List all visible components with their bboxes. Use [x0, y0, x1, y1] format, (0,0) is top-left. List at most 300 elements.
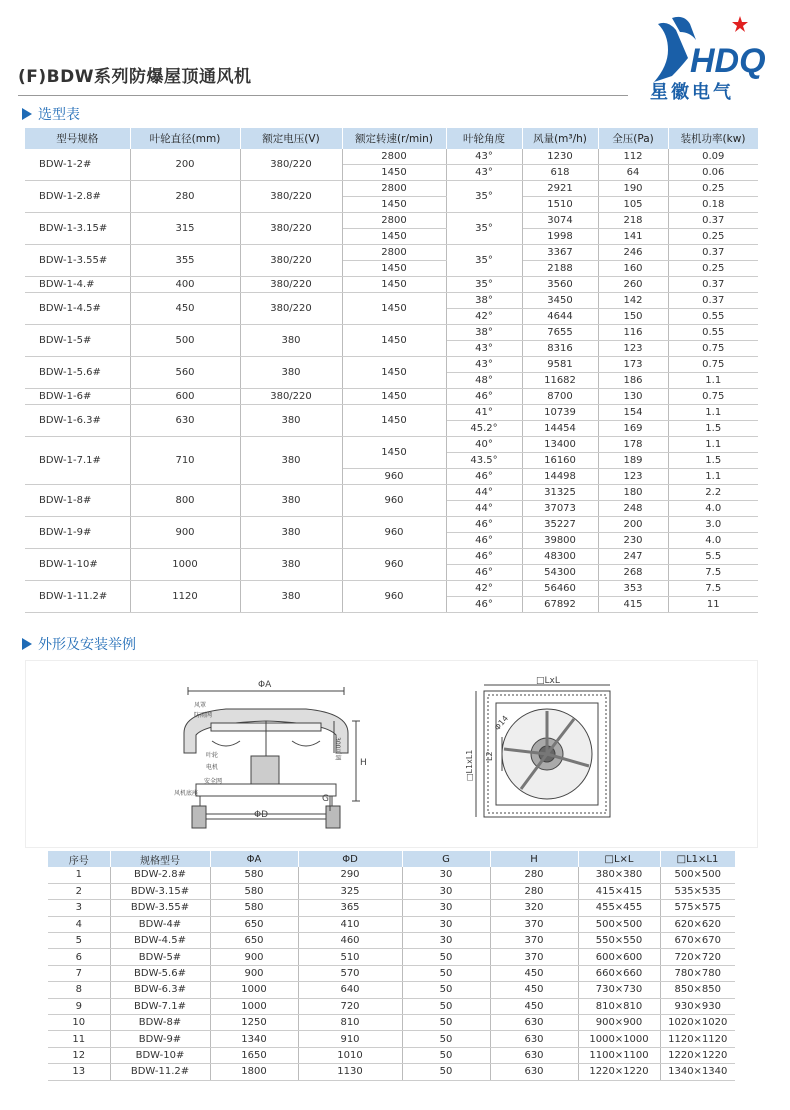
airflow-cell: 7655 [522, 325, 598, 341]
svg-text:H: H [360, 758, 367, 768]
power-cell: 1.1 [668, 437, 758, 453]
rpm-cell: 960 [342, 485, 446, 517]
diameter-cell: 280 [130, 181, 240, 213]
model-cell: BDW-1-5# [25, 325, 130, 357]
table-row [48, 883, 735, 899]
pressure-cell: 180 [598, 485, 668, 501]
table-cell: 730×730 [578, 982, 660, 998]
table-cell: 1130 [298, 1064, 402, 1080]
table-cell: 6 [48, 949, 110, 965]
pressure-cell: 189 [598, 453, 668, 469]
table-cell: 500×500 [578, 916, 660, 932]
angle-cell: 43° [446, 341, 522, 357]
power-cell: 0.09 [668, 149, 758, 165]
table-cell: 1220×1220 [660, 1047, 735, 1063]
table-cell: 10 [48, 1015, 110, 1031]
angle-cell: 46° [446, 533, 522, 549]
pressure-cell: 169 [598, 421, 668, 437]
dimension-table [48, 851, 736, 1081]
airflow-cell: 31325 [522, 485, 598, 501]
voltage-cell: 380 [240, 581, 342, 613]
table-cell: 850×850 [660, 982, 735, 998]
svg-text:□LxL: □LxL [536, 676, 560, 686]
table-row [25, 581, 758, 597]
table-row [25, 293, 758, 309]
pressure-cell: 190 [598, 181, 668, 197]
table-row [25, 149, 758, 165]
svg-text:□L1xL1: □L1xL1 [465, 749, 474, 781]
table-cell: 1100×1100 [578, 1047, 660, 1063]
power-cell: 0.55 [668, 325, 758, 341]
power-cell: 0.37 [668, 213, 758, 229]
table-cell: 280 [490, 883, 578, 899]
angle-cell: 46° [446, 469, 522, 485]
column-header: □L×L [578, 851, 660, 867]
table-cell: 630 [490, 1047, 578, 1063]
angle-cell: 44° [446, 485, 522, 501]
airflow-cell: 618 [522, 165, 598, 181]
angle-cell: 35° [446, 245, 522, 277]
voltage-cell: 380/220 [240, 149, 342, 181]
power-cell: 5.5 [668, 549, 758, 565]
rpm-cell: 960 [342, 469, 446, 485]
table-cell: 290 [298, 867, 402, 883]
rpm-cell: 1450 [342, 197, 446, 213]
table-row [25, 437, 758, 453]
svg-text:300可调: 300可调 [334, 737, 341, 761]
power-cell: 1.1 [668, 373, 758, 389]
pressure-cell: 116 [598, 325, 668, 341]
svg-text:L2: L2 [485, 751, 494, 761]
airflow-cell: 1510 [522, 197, 598, 213]
power-cell: 3.0 [668, 517, 758, 533]
diameter-cell: 200 [130, 149, 240, 181]
power-cell: 0.37 [668, 277, 758, 293]
table-cell: 320 [490, 900, 578, 916]
table-cell: 650 [210, 916, 298, 932]
angle-cell: 45.2° [446, 421, 522, 437]
page-header [0, 0, 790, 103]
rpm-cell: 2800 [342, 245, 446, 261]
voltage-cell: 380 [240, 405, 342, 437]
table-cell: 30 [402, 900, 490, 916]
table-row [25, 517, 758, 533]
rpm-cell: 1450 [342, 357, 446, 389]
table-row [48, 916, 735, 932]
voltage-cell: 380 [240, 549, 342, 581]
pressure-cell: 160 [598, 261, 668, 277]
table-cell: 325 [298, 883, 402, 899]
table-cell: 8 [48, 982, 110, 998]
airflow-cell: 48300 [522, 549, 598, 565]
airflow-cell: 3560 [522, 277, 598, 293]
power-cell: 7.5 [668, 565, 758, 581]
table-cell: 650 [210, 933, 298, 949]
power-cell: 0.25 [668, 181, 758, 197]
table-row [48, 933, 735, 949]
table-cell: 11 [48, 1031, 110, 1047]
pressure-cell: 247 [598, 549, 668, 565]
table-cell: 50 [402, 1015, 490, 1031]
voltage-cell: 380 [240, 485, 342, 517]
pressure-cell: 173 [598, 357, 668, 373]
airflow-cell: 3074 [522, 213, 598, 229]
table-cell: 570 [298, 965, 402, 981]
airflow-cell: 2188 [522, 261, 598, 277]
table-cell: 900 [210, 949, 298, 965]
table-row [48, 1047, 735, 1063]
svg-text:防雨网: 防雨网 [194, 712, 213, 719]
power-cell: 1.5 [668, 421, 758, 437]
pressure-cell: 230 [598, 533, 668, 549]
table-row [25, 245, 758, 261]
table-cell: 30 [402, 883, 490, 899]
table-cell: 550×550 [578, 933, 660, 949]
column-header: 叶轮角度 [446, 128, 522, 149]
table-row [25, 213, 758, 229]
table-cell: 720×720 [660, 949, 735, 965]
rpm-cell: 2800 [342, 149, 446, 165]
column-header: 叶轮直径(mm) [130, 128, 240, 149]
pressure-cell: 64 [598, 165, 668, 181]
table-row [25, 549, 758, 565]
diameter-cell: 600 [130, 389, 240, 405]
pressure-cell: 154 [598, 405, 668, 421]
angle-cell: 46° [446, 549, 522, 565]
power-cell: 11 [668, 597, 758, 613]
airflow-cell: 1230 [522, 149, 598, 165]
table-row [48, 998, 735, 1014]
table-cell: 13 [48, 1064, 110, 1080]
table-cell: 4 [48, 916, 110, 932]
power-cell: 4.0 [668, 533, 758, 549]
airflow-cell: 3450 [522, 293, 598, 309]
diameter-cell: 500 [130, 325, 240, 357]
column-header: 规格型号 [110, 851, 210, 867]
table-cell: BDW-9# [110, 1031, 210, 1047]
power-cell: 0.75 [668, 389, 758, 405]
voltage-cell: 380 [240, 517, 342, 549]
svg-text:风罩: 风罩 [194, 702, 207, 709]
table-cell: 535×535 [660, 883, 735, 899]
table-cell: BDW-3.55# [110, 900, 210, 916]
airflow-cell: 39800 [522, 533, 598, 549]
power-cell: 0.25 [668, 261, 758, 277]
airflow-cell: 54300 [522, 565, 598, 581]
column-header: 全压(Pa) [598, 128, 668, 149]
pressure-cell: 123 [598, 341, 668, 357]
table-cell: 370 [490, 933, 578, 949]
pressure-cell: 248 [598, 501, 668, 517]
table-cell: 410 [298, 916, 402, 932]
table-cell: 660×660 [578, 965, 660, 981]
table-cell: 900×900 [578, 1015, 660, 1031]
model-cell: BDW-1-9# [25, 517, 130, 549]
model-cell: BDW-1-5.6# [25, 357, 130, 389]
table-cell: 450 [490, 982, 578, 998]
table-cell: 12 [48, 1047, 110, 1063]
table-cell: BDW-10# [110, 1047, 210, 1063]
table-row [25, 277, 758, 293]
table-cell: 50 [402, 1064, 490, 1080]
pressure-cell: 150 [598, 309, 668, 325]
selection-table [25, 128, 759, 613]
column-header: 序号 [48, 851, 110, 867]
table-cell: 7 [48, 965, 110, 981]
pressure-cell: 178 [598, 437, 668, 453]
pressure-cell: 218 [598, 213, 668, 229]
rpm-cell: 1450 [342, 405, 446, 437]
power-cell: 0.75 [668, 357, 758, 373]
airflow-cell: 8316 [522, 341, 598, 357]
column-header: □L1×L1 [660, 851, 735, 867]
table-row [48, 965, 735, 981]
angle-cell: 41° [446, 405, 522, 421]
model-cell: BDW-1-10# [25, 549, 130, 581]
diameter-cell: 355 [130, 245, 240, 277]
angle-cell: 35° [446, 181, 522, 213]
column-header: 装机功率(kw) [668, 128, 758, 149]
pressure-cell: 268 [598, 565, 668, 581]
header-divider [18, 95, 628, 96]
angle-cell: 38° [446, 293, 522, 309]
power-cell: 0.75 [668, 341, 758, 357]
pressure-cell: 112 [598, 149, 668, 165]
angle-cell: 40° [446, 437, 522, 453]
voltage-cell: 380/220 [240, 181, 342, 213]
power-cell: 0.06 [668, 165, 758, 181]
table-cell: 50 [402, 1047, 490, 1063]
fan-drawing [26, 661, 759, 849]
svg-text:风机底座: 风机底座 [174, 790, 199, 797]
page-title: (F)BDW系列防爆屋顶通风机 [18, 67, 252, 87]
diameter-cell: 900 [130, 517, 240, 549]
table-cell: 1650 [210, 1047, 298, 1063]
model-cell: BDW-1-6.3# [25, 405, 130, 437]
table-cell: 630 [490, 1064, 578, 1080]
table-cell: 1000 [210, 998, 298, 1014]
rpm-cell: 1450 [342, 293, 446, 325]
table-cell: 50 [402, 965, 490, 981]
angle-cell: 42° [446, 309, 522, 325]
model-cell: BDW-1-2.8# [25, 181, 130, 213]
airflow-cell: 11682 [522, 373, 598, 389]
power-cell: 2.2 [668, 485, 758, 501]
airflow-cell: 56460 [522, 581, 598, 597]
airflow-cell: 37073 [522, 501, 598, 517]
airflow-cell: 3367 [522, 245, 598, 261]
column-header: G [402, 851, 490, 867]
rpm-cell: 1450 [342, 437, 446, 469]
model-cell: BDW-1-11.2# [25, 581, 130, 613]
rpm-cell: 960 [342, 549, 446, 581]
table-row [48, 900, 735, 916]
table-cell: 580 [210, 900, 298, 916]
column-header: 型号规格 [25, 128, 130, 149]
table-cell: BDW-8# [110, 1015, 210, 1031]
angle-cell: 46° [446, 565, 522, 581]
table-cell: 1800 [210, 1064, 298, 1080]
diameter-cell: 1000 [130, 549, 240, 581]
column-header: 风量(m³/h) [522, 128, 598, 149]
table-cell: BDW-4.5# [110, 933, 210, 949]
table-cell: 630 [490, 1031, 578, 1047]
power-cell: 0.25 [668, 229, 758, 245]
rpm-cell: 1450 [342, 229, 446, 245]
power-cell: 0.18 [668, 197, 758, 213]
pressure-cell: 260 [598, 277, 668, 293]
voltage-cell: 380/220 [240, 389, 342, 405]
svg-text:叶轮: 叶轮 [206, 752, 219, 759]
svg-text:G: G [322, 794, 329, 804]
power-cell: 1.1 [668, 469, 758, 485]
table-cell: 1000 [210, 982, 298, 998]
table-row [48, 1064, 735, 1080]
table-cell: BDW-6.3# [110, 982, 210, 998]
rpm-cell: 960 [342, 517, 446, 549]
voltage-cell: 380/220 [240, 213, 342, 245]
pressure-cell: 353 [598, 581, 668, 597]
table-cell: 2 [48, 883, 110, 899]
column-header: ΦD [298, 851, 402, 867]
table-cell: 3 [48, 900, 110, 916]
diameter-cell: 315 [130, 213, 240, 245]
pressure-cell: 142 [598, 293, 668, 309]
table-cell: 1020×1020 [660, 1015, 735, 1031]
table-cell: 50 [402, 1031, 490, 1047]
pressure-cell: 200 [598, 517, 668, 533]
rpm-cell: 960 [342, 581, 446, 613]
power-cell: 1.1 [668, 405, 758, 421]
triangle-bullet-icon [22, 638, 32, 650]
table-cell: 600×600 [578, 949, 660, 965]
table-cell: 450 [490, 965, 578, 981]
logo-subtitle: 星徽电气 [650, 82, 734, 103]
angle-cell: 46° [446, 597, 522, 613]
table-cell: 630 [490, 1015, 578, 1031]
table-cell: 510 [298, 949, 402, 965]
table-cell: 415×415 [578, 883, 660, 899]
table-row [48, 1015, 735, 1031]
airflow-cell: 4644 [522, 309, 598, 325]
angle-cell: 46° [446, 389, 522, 405]
table-cell: 1340×1340 [660, 1064, 735, 1080]
table-cell: 30 [402, 916, 490, 932]
rpm-cell: 2800 [342, 213, 446, 229]
airflow-cell: 14454 [522, 421, 598, 437]
rpm-cell: 2800 [342, 181, 446, 197]
angle-cell: 43.5° [446, 453, 522, 469]
table-row [48, 982, 735, 998]
model-cell: BDW-1-3.55# [25, 245, 130, 277]
table-cell: 780×780 [660, 965, 735, 981]
svg-text:电机: 电机 [206, 764, 219, 771]
table-row [25, 357, 758, 373]
angle-cell: 43° [446, 149, 522, 165]
table-cell: 1010 [298, 1047, 402, 1063]
table-row [25, 405, 758, 421]
table-cell: 380×380 [578, 867, 660, 883]
angle-cell: 42° [446, 581, 522, 597]
svg-text:ΦD: ΦD [254, 810, 269, 820]
table-cell: BDW-7.1# [110, 998, 210, 1014]
table-cell: 670×670 [660, 933, 735, 949]
airflow-cell: 35227 [522, 517, 598, 533]
table-cell: BDW-4# [110, 916, 210, 932]
angle-cell: 35° [446, 213, 522, 245]
airflow-cell: 10739 [522, 405, 598, 421]
power-cell: 0.37 [668, 293, 758, 309]
rpm-cell: 1450 [342, 165, 446, 181]
rpm-cell: 1450 [342, 389, 446, 405]
airflow-cell: 14498 [522, 469, 598, 485]
airflow-cell: 9581 [522, 357, 598, 373]
table-cell: 455×455 [578, 900, 660, 916]
voltage-cell: 380 [240, 437, 342, 485]
pressure-cell: 130 [598, 389, 668, 405]
table-cell: 30 [402, 867, 490, 883]
table-cell: 620×620 [660, 916, 735, 932]
table-cell: 280 [490, 867, 578, 883]
model-cell: BDW-1-8# [25, 485, 130, 517]
airflow-cell: 2921 [522, 181, 598, 197]
table-row [48, 949, 735, 965]
column-header: 额定电压(V) [240, 128, 342, 149]
table-cell: 460 [298, 933, 402, 949]
svg-text:HDQ: HDQ [690, 42, 766, 80]
column-header: ΦA [210, 851, 298, 867]
angle-cell: 44° [446, 501, 522, 517]
diameter-cell: 1120 [130, 581, 240, 613]
table-cell: 50 [402, 949, 490, 965]
table-cell: 5 [48, 933, 110, 949]
table-cell: 50 [402, 982, 490, 998]
power-cell: 1.5 [668, 453, 758, 469]
table-cell: 500×500 [660, 867, 735, 883]
table-cell: 810 [298, 1015, 402, 1031]
table-cell: BDW-2.8# [110, 867, 210, 883]
column-header: 额定转速(r/min) [342, 128, 446, 149]
angle-cell: 43° [446, 165, 522, 181]
table-row [25, 325, 758, 341]
diameter-cell: 560 [130, 357, 240, 389]
table-row [48, 867, 735, 883]
section-outline-heading: 外形及安装举例 [22, 634, 136, 654]
table-cell: 575×575 [660, 900, 735, 916]
table-cell: 9 [48, 998, 110, 1014]
voltage-cell: 380/220 [240, 293, 342, 325]
table-cell: BDW-5# [110, 949, 210, 965]
voltage-cell: 380/220 [240, 277, 342, 293]
table-cell: 900 [210, 965, 298, 981]
pressure-cell: 123 [598, 469, 668, 485]
table-cell: 1220×1220 [578, 1064, 660, 1080]
table-cell: 1340 [210, 1031, 298, 1047]
table-cell: 930×930 [660, 998, 735, 1014]
angle-cell: 46° [446, 517, 522, 533]
table-cell: 1 [48, 867, 110, 883]
angle-cell: 48° [446, 373, 522, 389]
rpm-cell: 1450 [342, 277, 446, 293]
table-row [25, 181, 758, 197]
table-cell: BDW-5.6# [110, 965, 210, 981]
table-row [25, 389, 758, 405]
table-row [48, 1031, 735, 1047]
voltage-cell: 380/220 [240, 245, 342, 277]
power-cell: 7.5 [668, 581, 758, 597]
diameter-cell: 630 [130, 405, 240, 437]
diameter-cell: 450 [130, 293, 240, 325]
